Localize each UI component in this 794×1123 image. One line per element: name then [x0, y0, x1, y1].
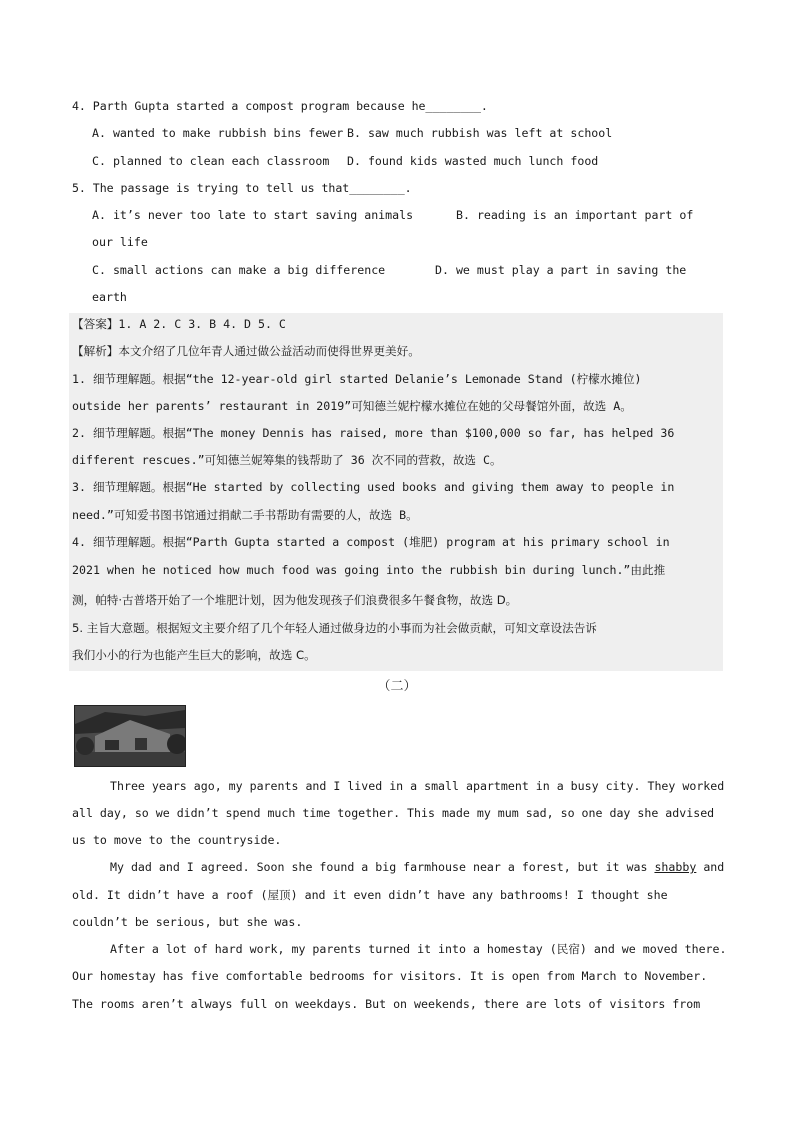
answer-line [72, 316, 286, 332]
passage-p3-line: Our homestay has five comfortable bedrooms for visitors. It is open from March to November. [72, 969, 708, 983]
analysis-text: 本文介绍了几位年青人通过做公益活动而使得世界更美好。 [118, 344, 420, 358]
analysis-line: 4. 细节理解题。根据“Parth Gupta started a compost (堆肥) program at his primary school in [72, 535, 670, 549]
farmhouse-image [75, 706, 185, 766]
underlined-word: shabby [654, 860, 697, 874]
question-4-option-b: B. saw much rubbish was left at school [347, 126, 613, 140]
analysis-summary [72, 343, 420, 359]
analysis-line: need.”可知爱书图书馆通过捐献二手书帮助有需要的人，故选 B。 [72, 508, 418, 522]
passage-p3-line: The rooms aren’t always full on weekdays. But on weekends, there are lots of visitors from [72, 997, 701, 1011]
analysis-label: 【解析】 [72, 344, 119, 358]
passage-text: My dad and I agreed. Soon she found a big farmhouse near a forest, but it was [110, 860, 655, 874]
analysis-line: outside her parents’ restaurant in 2019”可知德兰妮柠檬水摊位在她的父母餐馆外面，故选 A。 [72, 399, 632, 413]
question-5-option-d-continued: earth [92, 290, 127, 304]
analysis-line: 2. 细节理解题。根据“The money Dennis has raised, more than $100,000 so far, has helped 36 [72, 426, 675, 440]
answer-label: 【答案】 [72, 317, 119, 331]
analysis-line: 2021 when he noticed how much food was going into the rubbish bin during lunch.”由此推 [72, 563, 666, 577]
question-5-option-a: A. it’s never too late to start saving animals [92, 208, 414, 222]
question-4-option-d: D. found kids wasted much lunch food [347, 154, 599, 168]
analysis-line: 测，帕特·古普塔开始了一个堆肥计划，因为他发现孩子们浪费很多午餐食物，故选 D。 [72, 593, 518, 607]
analysis-line: 5. 主旨大意题。根据短文主要介绍了几个年轻人通过做身边的小事而为社会做贡献，可知文章设法告诉 [72, 621, 597, 635]
question-5-option-d: D. we must play a part in saving the [435, 263, 687, 277]
question-4-option-c: C. planned to clean each classroom [92, 154, 330, 168]
question-5-option-b-continued: our life [92, 235, 148, 249]
question-5-option-b: B. reading is an important part of [456, 208, 694, 222]
passage-p1-line: us to move to the countryside. [72, 833, 282, 847]
passage-p2-line: old. It didn’t have a roof (屋顶) and it even didn’t have any bathrooms! I thought she [72, 888, 668, 902]
question-4-stem: 4. Parth Gupta started a compost program because he________. [72, 99, 488, 113]
answer-keys: 1. A 2. C 3. B 4. D 5. C [118, 317, 286, 331]
passage-photo [74, 705, 186, 767]
analysis-line: 1. 细节理解题。根据“the 12-year-old girl started Delanie’s Lemonade Stand (柠檬水摊位) [72, 372, 642, 386]
analysis-line: 3. 细节理解题。根据“He started by collecting used books and giving them away to people in [72, 480, 675, 494]
question-5-stem: 5. The passage is trying to tell us that________. [72, 181, 412, 195]
analysis-line: 我们小小的行为也能产生巨大的影响，故选 C。 [72, 648, 316, 662]
passage-p2-line: couldn’t be serious, but she was. [72, 915, 303, 929]
passage-text: and [696, 860, 725, 874]
section-heading: （二） [377, 679, 417, 694]
passage-p1-line: Three years ago, my parents and I lived in a small apartment in a busy city. They worked [110, 779, 725, 793]
passage-p1-line: all day, so we didn’t spend much time together. This made my mum sad, so one day she advised [72, 806, 715, 820]
question-5-option-c: C. small actions can make a big difference [92, 263, 386, 277]
question-4-option-a: A. wanted to make rubbish bins fewer [92, 126, 344, 140]
analysis-line: different rescues.”可知德兰妮筹集的钱帮助了 36 次不同的营救，故选 C。 [72, 453, 502, 467]
passage-p2-line [110, 859, 724, 875]
passage-p3-line: After a lot of hard work, my parents turned it into a homestay (民宿) and we moved there. [110, 942, 727, 956]
